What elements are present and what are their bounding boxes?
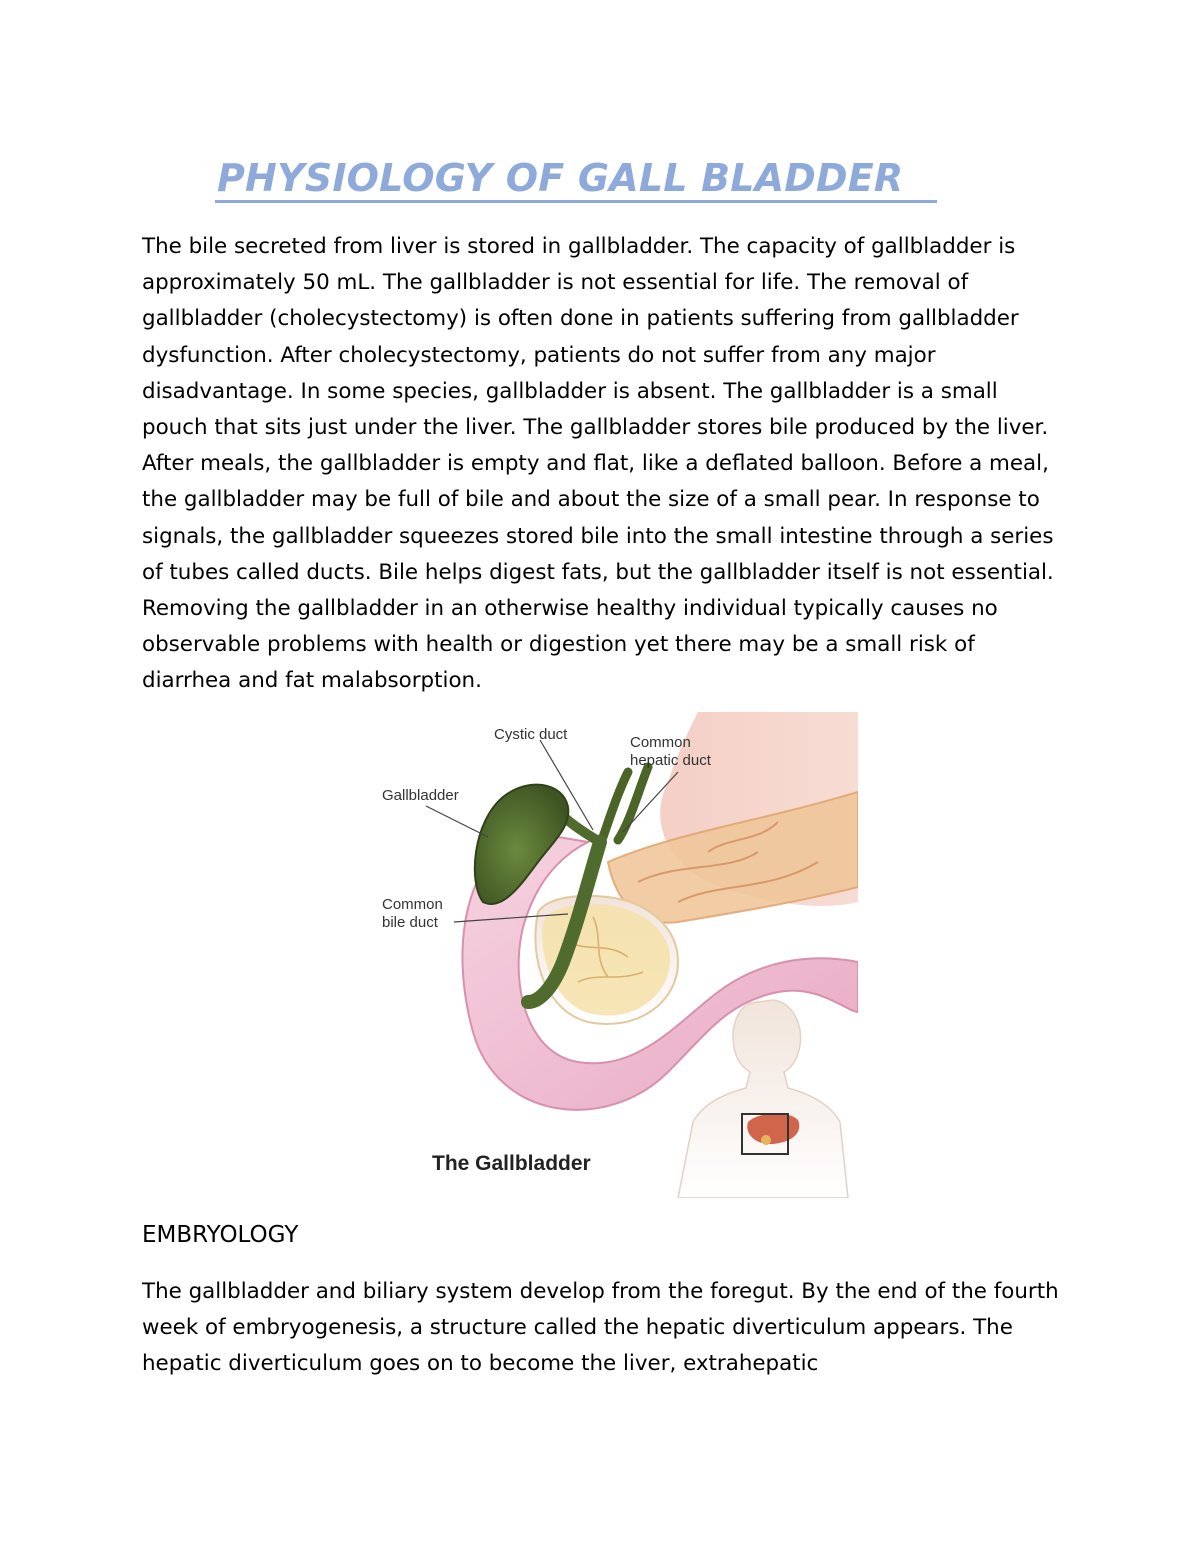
embryology-paragraph: The gallbladder and biliary system develop from the foregut. By the end of the fourth week of embryogenesis, a structure called the hepatic diverticulum appears. The hepatic diverticulum goes on to become the liver, extrahepatic [142, 1279, 1059, 1377]
section-heading-embryology: EMBRYOLOGY [142, 1222, 299, 1248]
gallbladder-illustration [378, 712, 858, 1198]
page-title: PHYSIOLOGY OF GALL BLADDER [217, 156, 904, 200]
label-common-hepatic-1: Common [630, 734, 691, 751]
physiology-paragraph: The bile secreted from liver is stored in gallbladder. The capacity of gallbladder is approximately 50 mL. The gallbladder is not essential for life. The removal of gallbladder (cholecystectomy) is often done in patients suffering from gallbladder dysfunction. After cholecystectomy, patients do not suffer from any major disadvantage. In some species, gallbladder is absent. The gallbladder is a small pouch that sits just under the liver. The gallbladder stores bile produced by the liver. After meals, the gallbladder is empty and flat, like a deflated balloon. Before a meal, the gallbladder may be full of bile and about the size of a small pear. In response to signals, the gallbladder squeezes stored bile into the small intestine through a series of tubes called ducts. Bile helps digest fats, but the gallbladder itself is not essential. Removing the gallbladder in an otherwise healthy individual typically causes no observable problems with health or digestion yet there may be a small risk of diarrhea and fat malabsorption. [142, 234, 1054, 694]
leader-gallbladder [426, 806, 488, 837]
label-common-bile-2: bile duct [382, 914, 438, 931]
title-underline [215, 200, 937, 203]
gallbladder-figure [378, 712, 858, 1198]
label-cystic-duct: Cystic duct [494, 726, 568, 743]
figure-caption: The Gallbladder [432, 1152, 591, 1175]
label-gallbladder: Gallbladder [382, 787, 459, 804]
label-common-bile-1: Common [382, 896, 443, 913]
label-common-hepatic-2: hepatic duct [630, 752, 711, 769]
